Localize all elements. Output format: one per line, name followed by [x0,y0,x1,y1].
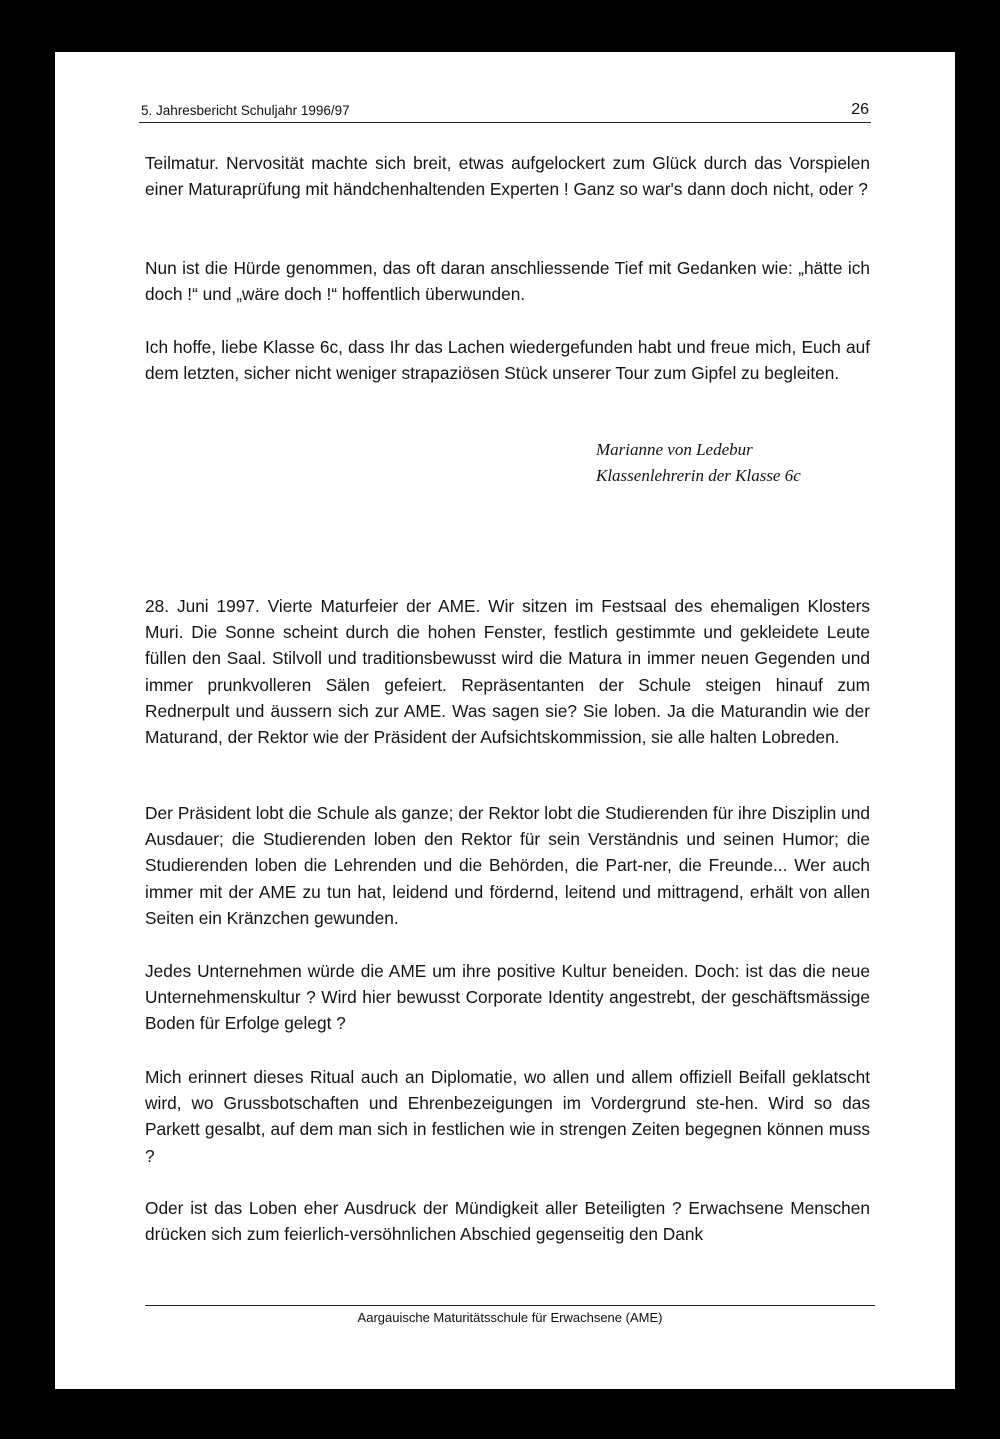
document-page [55,52,955,1389]
paragraph-8: Oder ist das Loben eher Ausdruck der Mündigkeit aller Beteiligten ? Erwachsene Menschen drücken sich zum feierlich-versöhnlichen Abschied gegenseitig den Dank [145,1198,870,1245]
page-header [139,96,871,123]
paragraph-2: Nun ist die Hürde genommen, das oft daran anschliessende Tief mit Gedanken wie: „hätte ich doch !“ und „wäre doch !“ hoffentlich überwunden. [145,258,870,305]
paragraph-3: Ich hoffe, liebe Klasse 6c, dass Ihr das Lachen wiedergefunden habt und freue mich, Euch auf dem letzten, sicher nicht weniger strapaziösen Stück unserer Tour zum Gipfel zu begleiten. [145,337,870,384]
paragraph-6: Jedes Unternehmen würde die AME um ihre positive Kultur beneiden. Doch: ist das die neue Unternehmenskultur ? Wird hier bewusst Corporate Identity angestrebt, der geschäftsmässige Boden für Erfolge gelegt ? [145,961,870,1034]
page-footer: Aargauische Maturitätsschule für Erwachsene (AME) [357,1310,663,1325]
signature-role: Klassenlehrerin der Klasse 6c [596,466,801,485]
paragraph-5: Der Präsident lobt die Schule als ganze; der Rektor lobt die Studierenden für ihre Disziplin und Ausdauer; die Studierenden loben den Rektor für sein Verständnis und seinen Humor; die Studierenden loben die Lehrenden und die Behörden, die Part-ner, die Freunde... Wer auch immer mit der AME zu tun hat, leidend und fördernd, leitend und mittragend, erhält von allen Seiten ein Kränzchen gewunden. [145,803,870,928]
paragraph-7: Mich erinnert dieses Ritual auch an Diplomatie, wo allen und allem offiziell Beifall geklatscht wird, wo Grussbotschaften und Ehrenbezeigungen im Vordergrund ste-hen. Wird so das Parkett gesalbt, auf dem man sich in festlichen wie in strengen Zeiten begegnen können muss ? [145,1067,870,1166]
paragraph-4: 28. Juni 1997. Vierte Maturfeier der AME. Wir sitzen im Festsaal des ehemaligen Klosters Muri. Die Sonne scheint durch die hohen Fenster, festlich gestimmte und gekleidete Leute füllen den Saal. Stilvoll und traditionsbewusst wird die Matura in immer neuen Gegenden und immer prunkvolleren Sälen gefeiert. Repräsentanten der Schule steigen hinauf zum Rednerpult und äussern sich zur AME. Was sagen sie? Sie loben. Ja die Maturandin wie der Maturand, der Rektor wie der Präsident der Aufsichtskommission, sie alle halten Lobreden. [145,596,870,748]
footer-divider [145,1305,875,1306]
header-title: 5. Jahresbericht Schuljahr 1996/97 [141,103,350,118]
page-number: 26 [851,101,869,118]
signature-name: Marianne von Ledebur [596,440,753,459]
signature-block [596,437,801,489]
paragraph-1: Teilmatur. Nervosität machte sich breit, etwas aufgelockert zum Glück durch das Vorspielen einer Maturaprüfung mit händchenhaltenden Experten ! Ganz so war's dann doch nicht, oder ? [145,153,870,200]
